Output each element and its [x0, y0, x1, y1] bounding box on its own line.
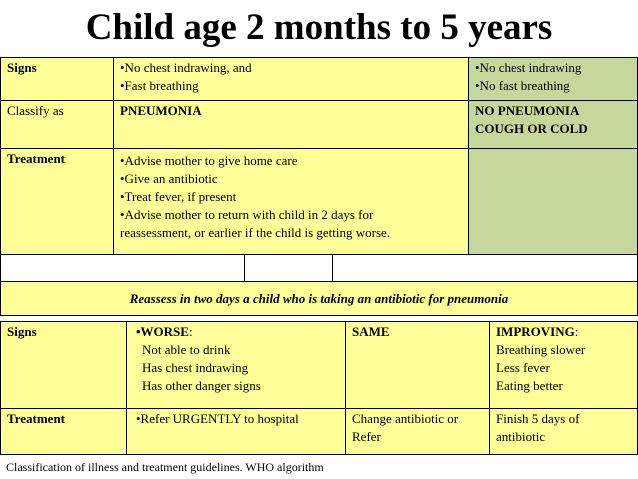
figure-caption: Classification of illness and treatment guidelines. WHO algorithm — [6, 460, 324, 474]
sign-item: •No chest indrawing — [475, 60, 582, 75]
improving-item: Breathing slower — [496, 342, 586, 357]
improving-treatment: Finish 5 days of antibiotic — [489, 408, 638, 455]
improving-item: Eating better — [496, 378, 563, 393]
treatment-item: reassessment, or earlier if the child is getting worse. — [120, 225, 391, 240]
classify-label: Classify as — [0, 100, 114, 149]
pneumonia-signs — [113, 57, 469, 101]
reassess-treatment-label: Treatment — [0, 408, 127, 455]
treatment-item: •Treat fever, if present — [120, 189, 237, 204]
classification-no-pneumonia: NO PNEUMONIA COUGH OR COLD — [468, 100, 638, 149]
improving-heading: IMPROVING — [496, 324, 575, 339]
same-treatment: Change antibiotic or Refer — [345, 408, 490, 455]
treatment-item: •Advise mother to return with child in 2 days for — [120, 207, 374, 222]
reassess-signs-label: Signs — [0, 321, 127, 409]
treatment-label: Treatment — [0, 148, 114, 255]
treatment-item: •Give an antibiotic — [120, 171, 218, 186]
no-pneumonia-signs — [468, 57, 638, 101]
worse-heading: •WORSE — [136, 324, 189, 339]
treatment-item: •Advise mother to give home care — [120, 153, 298, 168]
pneumonia-treatment — [113, 148, 469, 255]
signs-label: Signs — [0, 57, 114, 101]
sign-item: •No fast breathing — [475, 78, 570, 93]
arrow-right-box — [332, 254, 638, 282]
page-title: Child age 2 months to 5 years — [85, 7, 553, 48]
improving-item: Less fever — [496, 360, 550, 375]
same-signs: SAME — [345, 321, 490, 409]
worse-item: Has other danger signs — [142, 378, 261, 393]
reassess-banner: Reassess in two days a child who is taking an antibiotic for pneumonia — [0, 281, 638, 316]
worse-signs: •WORSE: Not able to drink Has chest indrawing Has other danger signs — [126, 321, 346, 409]
worse-item: Not able to drink — [142, 342, 231, 357]
worse-item: Has chest indrawing — [142, 360, 249, 375]
sign-item: •Fast breathing — [120, 78, 199, 93]
worse-treatment: •Refer URGENTLY to hospital — [126, 408, 346, 455]
sign-item: •No chest indrawing, and — [120, 60, 252, 75]
arrow-left-box — [0, 254, 245, 282]
classification-pneumonia: PNEUMONIA — [113, 100, 469, 149]
no-pneumonia-treatment — [468, 148, 638, 255]
improving-signs: IMPROVING: Breathing slower Less fever Eating better — [489, 321, 638, 409]
